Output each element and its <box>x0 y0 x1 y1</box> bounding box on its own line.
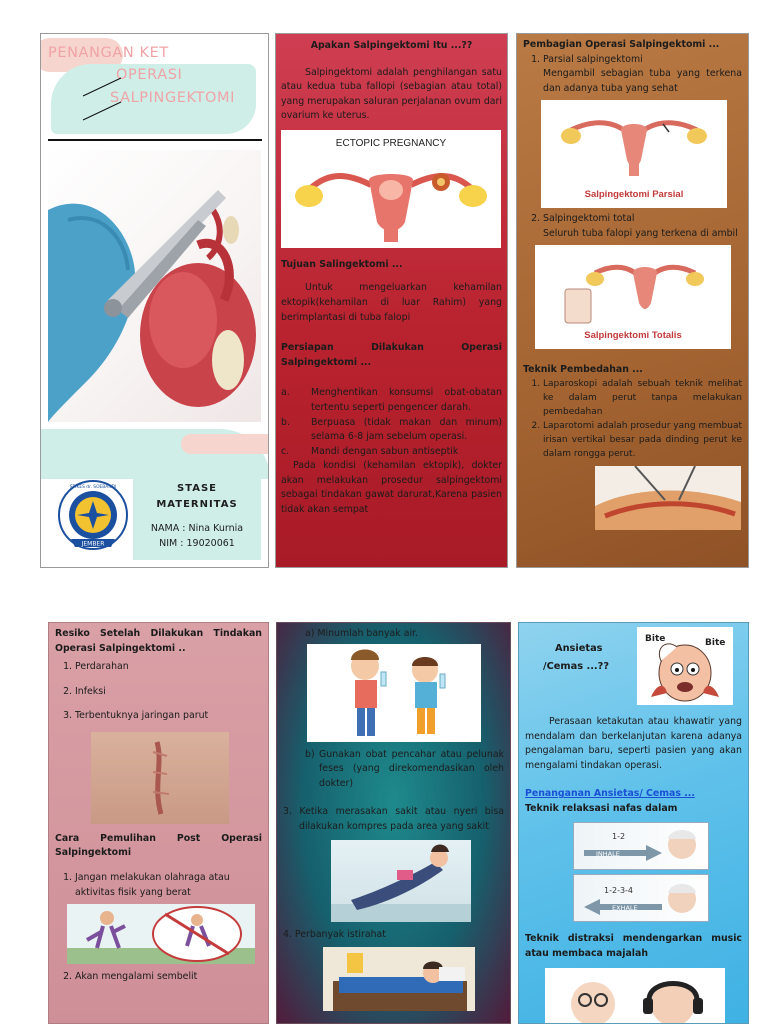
figure-caption: Salpingektomi Totalis <box>584 330 682 342</box>
types-list <box>523 53 742 97</box>
stase-label <box>133 481 261 512</box>
type1-text: Mengambil sebagian tuba yang terkena dan adanya tuba yang sehat <box>543 68 742 94</box>
anxious-face-illustration <box>637 627 733 705</box>
institution-logo <box>57 479 129 551</box>
tujuan-heading: Tujuan Salingektomi ... <box>281 258 403 270</box>
figure-title: ECTOPIC PREGNANCY <box>335 137 447 149</box>
exhale-label: EXHALE <box>612 904 638 913</box>
type2-text: Seluruh tuba falopi yang terkena di ambil <box>543 227 738 239</box>
ectopic-pregnancy-figure <box>281 130 501 248</box>
panel3-heading: Pembagian Operasi Salpingektomi ... <box>523 39 720 50</box>
cover-title-line2: OPERASI <box>116 67 183 84</box>
tujuan-text: Untuk mengeluarkan kehamilan ektopik(kehamilan di luar Rahim) yang berimplantasi di tuba falopi <box>281 282 502 323</box>
cover-panel <box>40 33 269 568</box>
types-list <box>523 212 742 241</box>
stase-line2: MATERNITAS <box>156 498 238 510</box>
decor-lines <box>81 74 141 124</box>
list-item: 2. Akan mengalami sembelit <box>75 970 262 985</box>
list-item: 1. Perdarahan <box>75 660 262 675</box>
list-item: 1. Laparoskopi adalah sebuah teknik melihat ke dalam perut tanpa melakukan pembedahan <box>543 378 742 420</box>
pemulihan-list <box>55 871 262 900</box>
cover-title <box>48 42 235 109</box>
anxiety-definition: Perasaan ketakutan atau khawatir yang mendalam dan berkelanjutan karena adanya pengalaman baru, seperti pasien yang akan mengalami tindakan operasi. <box>525 716 742 771</box>
item-4: 4. Perbanyak istirahat <box>283 929 386 941</box>
figure-caption: Salpingektomi Parsial <box>584 189 684 201</box>
laparoscopy-figure <box>595 466 741 530</box>
risk-panel <box>48 622 269 1024</box>
anxiety-panel <box>518 622 749 1024</box>
list-item: 3. Terbentuknya jaringan parut <box>75 709 262 724</box>
compress-illustration <box>331 840 471 922</box>
list-item: b. Berpuasa (tidak makan dan minum) selama 6-8 jam sebelum operasi. <box>281 416 502 443</box>
inhale-count: 1-2 <box>612 832 626 842</box>
list-item: 1. Jangan melakukan olahraga atau aktivitas fisik yang berat <box>75 871 262 900</box>
exercise-illustration <box>67 904 255 964</box>
bite-word: Bite <box>645 634 666 644</box>
exhale-count: 1-2-3-4 <box>604 886 634 896</box>
student-info <box>133 474 261 560</box>
decor-blob <box>181 434 269 454</box>
anxiety-header <box>525 627 742 709</box>
penanganan-heading: Penanganan Ansietas/ Cemas ... <box>525 788 695 800</box>
definition-panel <box>275 33 508 568</box>
item-b: b) Gunakan obat pencahar atau pelunak feses (yang direkomendasikan oleh dokter) <box>305 748 504 789</box>
inhale-illustration <box>573 822 709 870</box>
teknik-distraksi-label: Teknik distraksi mendengarkan music atau membaca majalah <box>525 933 742 960</box>
pemulihan-list <box>55 970 262 985</box>
type1-title: Parsial salpingektomi <box>543 53 643 65</box>
list-item: a. Menghentikan konsumsi obat-obatan tertentu seperti pengencer darah. <box>281 387 502 413</box>
anxiety-heading-line2: /Cemas ...?? <box>543 661 610 672</box>
list-item: c. Mandi dengan sabun antiseptik <box>281 445 459 457</box>
definition-text: Salpingektomi adalah penghilangan satu atau kedua tuba fallopi (sebagian atau total) yang merupakan saluran perjalanan ovum dari ovarium ke uterus. <box>281 66 502 122</box>
scar-photo <box>91 732 229 824</box>
bite-word: Bite <box>705 638 726 648</box>
list-item <box>543 212 742 241</box>
rest-illustration <box>323 947 475 1011</box>
resiko-list <box>55 660 262 724</box>
drinking-water-illustration <box>307 644 481 742</box>
persiapan-list <box>281 386 502 459</box>
stase-line1: STASE <box>176 483 218 494</box>
cover-title-line3: SALPINGEKTOMI <box>110 89 235 106</box>
resiko-heading: Resiko Setelah Dilakukan Tindakan Operasi Salpingektomi .. <box>55 628 262 654</box>
list-item <box>543 53 742 97</box>
type2-title: Salpingektomi total <box>543 213 635 225</box>
inhale-label: INHALE <box>596 850 620 859</box>
recovery-panel <box>276 622 511 1024</box>
panel2-heading: Apakan Salpingektomi Itu ...?? <box>310 40 473 51</box>
teknik-relaksasi-label: Teknik relaksasi nafas dalam <box>525 802 678 814</box>
partial-salpingectomy-figure <box>541 100 727 208</box>
divider <box>48 139 262 141</box>
logo-ring-text: STIKES dr. SOEBANDI <box>69 485 117 490</box>
teknik-list <box>523 378 742 462</box>
total-salpingectomy-figure <box>535 245 731 349</box>
teknik-heading: Teknik Pembedahan ... <box>523 364 643 376</box>
persiapan-heading: Persiapan Dilakukan Operasi Salpingektomi ... <box>281 342 502 368</box>
kondisi-text: Pada kondisi (kehamilan ektopik), dokter akan melakukan prosedur salpingektomi sebagai tindakan gawat darurat,Karena pasien tidak akan sempat <box>281 460 502 515</box>
student-name: NAMA : Nina Kurnia <box>150 523 244 534</box>
logo-bottom-text: JEMBER <box>81 540 105 548</box>
item-a: a) Minumlah banyak air. <box>305 628 419 639</box>
student-id <box>133 522 261 551</box>
cover-title-line1: PENANGAN KET <box>48 45 169 61</box>
student-nim: NIM : 19020061 <box>159 537 235 549</box>
music-babies-photo <box>545 968 725 1024</box>
list-item: 2. Laparotomi adalah prosedur yang membuat irisan vertikal besar pada dinding perut ke dalam rongga perut. <box>543 420 742 462</box>
pemulihan-heading: Cara Pemulihan Post Operasi Salpingektomi <box>55 832 262 859</box>
types-panel <box>516 33 749 568</box>
anxiety-heading-line1: Ansietas <box>555 643 603 654</box>
exhale-illustration <box>573 874 709 922</box>
item-3: 3. Ketika merasakan sakit atau nyeri bisa dilakukan kompres pada area yang sakit <box>283 806 504 832</box>
surgery-photo <box>48 150 261 422</box>
list-item: 2. Infeksi <box>75 685 262 700</box>
